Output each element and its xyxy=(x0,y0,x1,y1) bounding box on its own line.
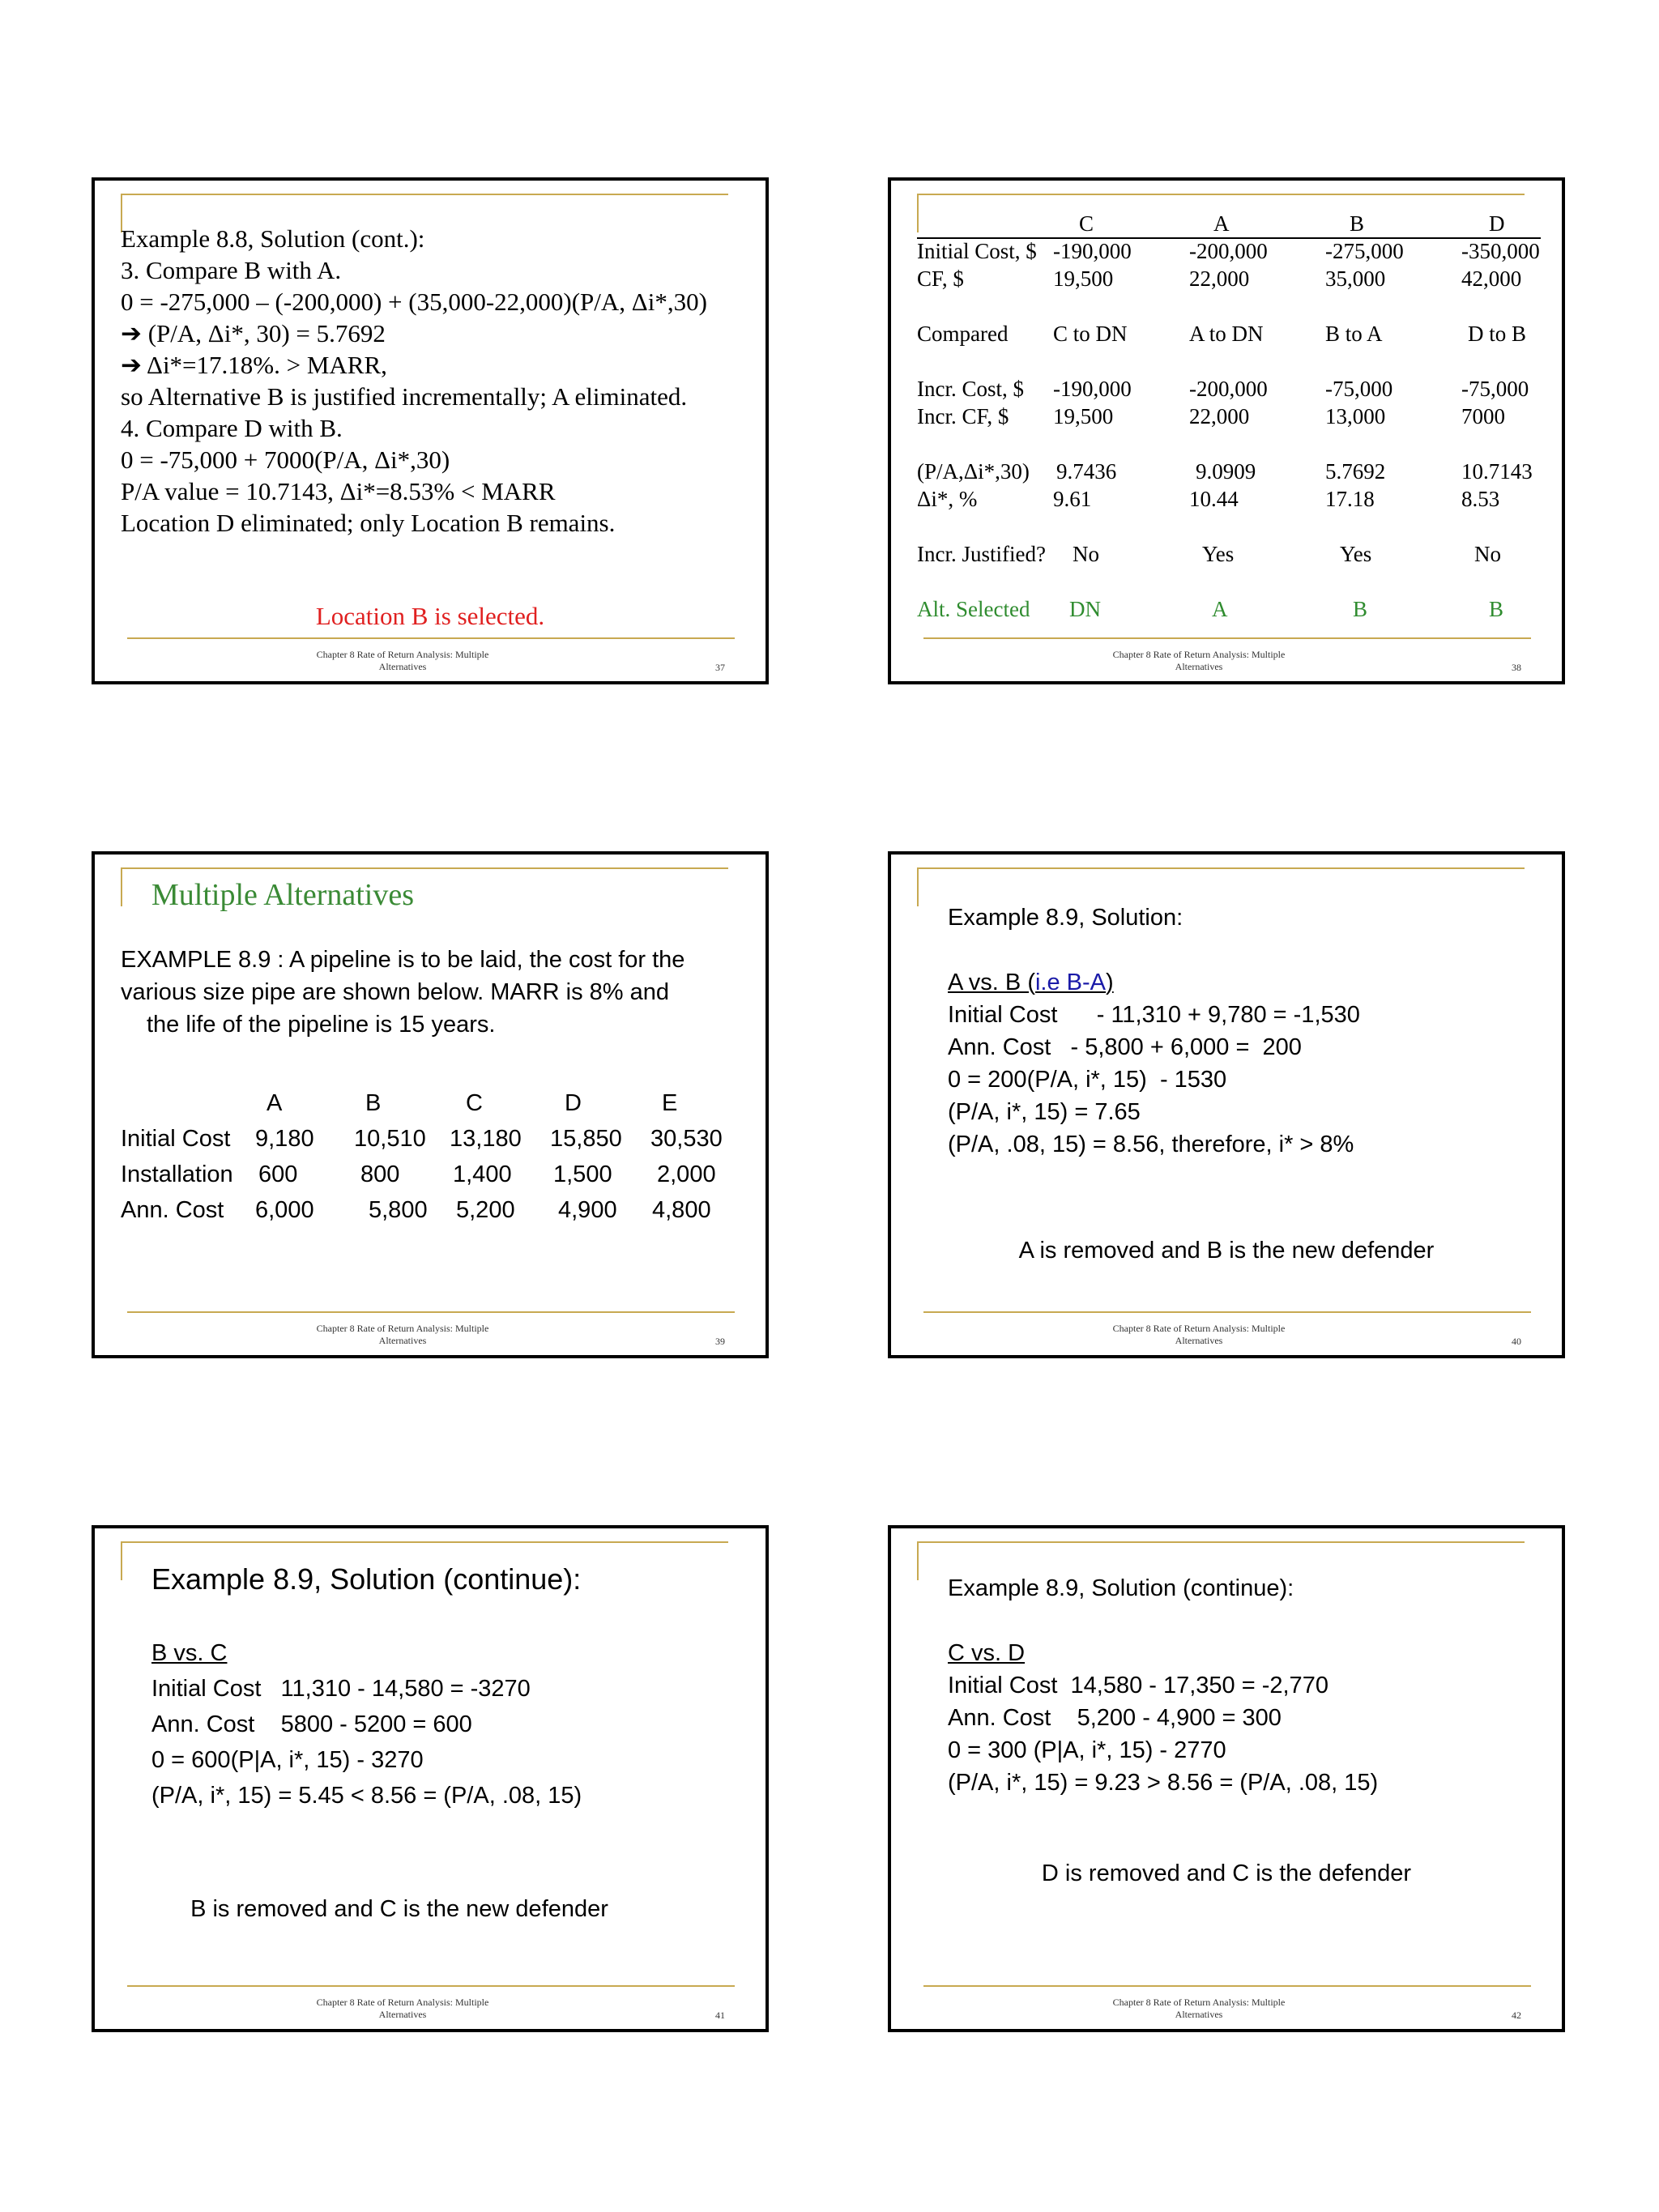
table-header-cell: B xyxy=(365,1090,382,1116)
table-cell: 13,000 xyxy=(1325,404,1386,428)
table-cell: Initial Cost, $ xyxy=(917,239,1037,263)
slide-left-rule xyxy=(917,867,919,906)
table-row xyxy=(917,540,1541,568)
table-cell: 10,510 xyxy=(354,1126,426,1152)
slide-37 xyxy=(92,177,769,684)
slide-41 xyxy=(92,1525,769,2032)
body-line: Initial Cost 14,580 - 17,350 = -2,770 xyxy=(948,1673,1328,1698)
table-cell: 15,850 xyxy=(550,1126,622,1152)
slide-heading: Example 8.9, Solution: xyxy=(948,905,1183,931)
slide-bottom-rule xyxy=(127,1311,735,1313)
slide-39 xyxy=(92,851,769,1358)
table-cell: (P/A,Δi*,30) xyxy=(917,459,1030,484)
table-header-row xyxy=(917,210,1541,237)
slide-top-rule xyxy=(121,1541,728,1543)
table-cell: 6,000 xyxy=(255,1197,314,1223)
table-cell: 4,900 xyxy=(558,1197,617,1223)
body-line: (P/A, i*, 15) = 7.65 xyxy=(948,1099,1141,1125)
comparison-link[interactable]: i.e B-A xyxy=(1034,970,1107,995)
table-header-cell: A xyxy=(1213,211,1230,236)
problem-line: the life of the pipeline is 15 years. xyxy=(147,1012,496,1038)
slide-top-rule xyxy=(917,194,1525,195)
slide-38 xyxy=(888,177,1565,684)
comparison-label-a: A vs. B ( xyxy=(948,970,1035,995)
table-header-cell: E xyxy=(662,1090,678,1116)
problem-line: EXAMPLE 8.9 : A pipeline is to be laid, the cost for the xyxy=(121,947,685,973)
table-header-cell: D xyxy=(565,1090,582,1116)
table-row xyxy=(917,320,1541,347)
slide-left-rule xyxy=(121,867,122,906)
slide-left-rule xyxy=(121,1541,122,1580)
table-spacer-row xyxy=(917,513,1541,540)
body-line: 0 = -275,000 – (-200,000) + (35,000-22,000)(P/A, Δi*,30) xyxy=(121,288,707,316)
comparison-table xyxy=(917,210,1541,623)
table-cell: 42,000 xyxy=(1461,266,1522,291)
body-line: (P/A, i*, 15) = 5.45 < 8.56 = (P/A, .08, 15) xyxy=(151,1783,582,1809)
slide-bottom-rule xyxy=(923,637,1531,639)
body-line: Initial Cost 11,310 - 14,580 = -3270 xyxy=(151,1676,531,1702)
table-row xyxy=(917,265,1541,292)
table-cell: 2,000 xyxy=(657,1161,716,1187)
body-line: so Alternative B is justified incrementally; A eliminated. xyxy=(121,382,688,411)
pipe-cost-table xyxy=(121,1085,736,1228)
slide-heading: Example 8.9, Solution (continue): xyxy=(948,1575,1294,1601)
slide-footer: Chapter 8 Rate of Return Analysis: Multiple Alternatives xyxy=(316,1997,489,2020)
table-cell: 5,800 xyxy=(369,1197,428,1223)
table-cell: Alt. Selected xyxy=(917,597,1030,621)
table-cell: Δi*, % xyxy=(917,487,978,511)
page-number: 40 xyxy=(1512,1336,1521,1347)
table-cell: 7000 xyxy=(1461,404,1505,428)
table-cell: A to DN xyxy=(1189,322,1264,346)
table-row xyxy=(121,1121,736,1157)
table-cell: Yes xyxy=(1202,542,1235,566)
comparison-label: B vs. C xyxy=(151,1640,228,1666)
table-cell: Initial Cost xyxy=(121,1126,231,1152)
slide-footer: Chapter 8 Rate of Return Analysis: Multiple Alternatives xyxy=(316,1323,489,1346)
page-number: 39 xyxy=(715,1336,725,1347)
slide-bottom-rule xyxy=(127,637,735,639)
slide-footer: Chapter 8 Rate of Return Analysis: Multiple Alternatives xyxy=(1112,1323,1286,1346)
table-header-cell: B xyxy=(1350,211,1365,236)
table-cell: 17.18 xyxy=(1325,487,1375,511)
table-cell: 13,180 xyxy=(450,1126,522,1152)
table-cell: No xyxy=(1474,542,1501,566)
slide-title: Multiple Alternatives xyxy=(151,878,415,912)
spacer-line xyxy=(948,934,1360,966)
table-cell: 800 xyxy=(360,1161,400,1187)
table-row xyxy=(917,375,1541,403)
body-line: (P/A, .08, 15) = 8.56, therefore, i* > 8% xyxy=(948,1132,1354,1157)
table-cell: B xyxy=(1489,597,1504,621)
table-cell: Incr. CF, $ xyxy=(917,404,1009,428)
table-cell: 30,530 xyxy=(650,1126,723,1152)
page-number: 41 xyxy=(715,2010,725,2021)
table-cell: 8.53 xyxy=(1461,487,1500,511)
slide-42 xyxy=(888,1525,1565,2032)
body-line: 0 = 200(P/A, i*, 15) - 1530 xyxy=(948,1067,1227,1093)
table-cell: Ann. Cost xyxy=(121,1197,224,1223)
table-spacer-row xyxy=(917,292,1541,320)
table-cell: C to DN xyxy=(1053,322,1128,346)
body-line: 3. Compare B with A. xyxy=(121,256,342,284)
table-cell: 9.0909 xyxy=(1196,459,1256,484)
spacer-line xyxy=(948,1605,1378,1637)
table-cell: -200,000 xyxy=(1189,239,1268,263)
table-spacer-row xyxy=(917,347,1541,375)
slide-title: Example 8.9, Solution (continue): xyxy=(151,1562,582,1596)
table-selected-row xyxy=(917,595,1541,623)
table-cell: 19,500 xyxy=(1053,404,1114,428)
slide-body xyxy=(151,1635,582,1813)
table-cell: B to A xyxy=(1325,322,1383,346)
table-cell: -75,000 xyxy=(1461,377,1529,401)
table-row xyxy=(917,485,1541,513)
table-cell: 5.7692 xyxy=(1325,459,1386,484)
problem-line: various size pipe are shown below. MARR is 8% and xyxy=(121,979,669,1005)
slide-top-rule xyxy=(121,194,728,195)
table-row xyxy=(121,1192,736,1228)
table-cell: Yes xyxy=(1340,542,1372,566)
body-line: 0 = 300 (P|A, i*, 15) - 2770 xyxy=(948,1737,1226,1763)
body-line: Ann. Cost 5800 - 5200 = 600 xyxy=(151,1711,472,1737)
page-number: 37 xyxy=(715,662,725,673)
table-cell: 4,800 xyxy=(652,1197,711,1223)
table-cell: 19,500 xyxy=(1053,266,1114,291)
page-number: 42 xyxy=(1512,2010,1521,2021)
comparison-label: C vs. D xyxy=(948,1640,1026,1666)
body-line: P/A value = 10.7143, Δi*=8.53% < MARR xyxy=(121,477,556,505)
conclusion-text: Location B is selected. xyxy=(315,602,545,630)
problem-statement xyxy=(121,944,736,1041)
table-cell: 9,180 xyxy=(255,1126,314,1152)
table-row xyxy=(917,458,1541,485)
table-cell: -190,000 xyxy=(1053,239,1132,263)
slide-footer: Chapter 8 Rate of Return Analysis: Multiple Alternatives xyxy=(1112,649,1286,672)
table-cell: 9.7436 xyxy=(1056,459,1117,484)
table-cell: Incr. Cost, $ xyxy=(917,377,1024,401)
slide-top-rule xyxy=(917,1541,1525,1543)
table-cell: CF, $ xyxy=(917,266,964,291)
table-cell: 22,000 xyxy=(1189,266,1250,291)
table-spacer-row xyxy=(917,568,1541,595)
table-cell: 10.44 xyxy=(1189,487,1239,511)
slide-footer: Chapter 8 Rate of Return Analysis: Multiple Alternatives xyxy=(1112,1997,1286,2020)
slide-bottom-rule xyxy=(923,1311,1531,1313)
body-line: 0 = -75,000 + 7000(P/A, Δi*,30) xyxy=(121,445,450,474)
slide-body xyxy=(948,1572,1378,1799)
table-cell: 22,000 xyxy=(1189,404,1250,428)
conclusion-text: A is removed and B is the new defender xyxy=(1018,1238,1435,1264)
table-spacer-row xyxy=(917,430,1541,458)
table-header-cell: D xyxy=(1489,211,1505,236)
slide-footer: Chapter 8 Rate of Return Analysis: Multiple Alternatives xyxy=(316,649,489,672)
table-row xyxy=(917,403,1541,430)
table-header-row xyxy=(121,1085,736,1121)
page-number: 38 xyxy=(1512,662,1521,673)
table-cell: 9.61 xyxy=(1053,487,1092,511)
slide-40 xyxy=(888,851,1565,1358)
comparison-label xyxy=(948,966,1360,999)
body-line: ➔ Δi*=17.18%. > MARR, xyxy=(121,351,387,379)
table-cell: 1,500 xyxy=(553,1161,612,1187)
body-line: ➔ (P/A, Δi*, 30) = 5.7692 xyxy=(121,319,386,347)
table-cell: 1,400 xyxy=(453,1161,512,1187)
table-cell: DN xyxy=(1069,597,1101,621)
table-cell: 5,200 xyxy=(456,1197,515,1223)
table-cell: 600 xyxy=(258,1161,298,1187)
table-cell: D to B xyxy=(1468,322,1527,346)
table-cell: Incr. Justified? xyxy=(917,542,1046,566)
table-cell: Compared xyxy=(917,322,1009,346)
table-header-cell: A xyxy=(267,1090,283,1116)
slide-top-rule xyxy=(121,867,728,869)
comparison-label-b: ) xyxy=(1106,970,1114,995)
table-cell: No xyxy=(1073,542,1099,566)
table-cell: -200,000 xyxy=(1189,377,1268,401)
table-cell: B xyxy=(1353,597,1368,621)
body-line: Ann. Cost 5,200 - 4,900 = 300 xyxy=(948,1705,1282,1731)
body-line: Location D eliminated; only Location B remains. xyxy=(121,509,616,537)
table-cell: Installation xyxy=(121,1161,233,1187)
table-cell: 35,000 xyxy=(1325,266,1386,291)
table-cell: -190,000 xyxy=(1053,377,1132,401)
slide-body xyxy=(948,901,1360,1161)
table-header-cell: C xyxy=(1079,211,1094,236)
table-row xyxy=(121,1157,736,1192)
body-line: 0 = 600(P|A, i*, 15) - 3270 xyxy=(151,1747,424,1773)
table-header-cell: C xyxy=(466,1090,483,1116)
body-line: Example 8.8, Solution (cont.): xyxy=(121,224,425,253)
table-cell: -275,000 xyxy=(1325,239,1404,263)
body-line: Initial Cost - 11,310 + 9,780 = -1,530 xyxy=(948,1002,1360,1028)
conclusion-text: D is removed and C is the defender xyxy=(1041,1860,1412,1886)
slide-left-rule xyxy=(917,1541,919,1580)
slide-top-rule xyxy=(917,867,1525,869)
slide-body xyxy=(121,223,707,539)
table-cell: -350,000 xyxy=(1461,239,1540,263)
body-line: Ann. Cost - 5,800 + 6,000 = 200 xyxy=(948,1034,1302,1060)
slide-bottom-rule xyxy=(127,1985,735,1987)
slide-bottom-rule xyxy=(923,1985,1531,1987)
table-cell: -75,000 xyxy=(1325,377,1393,401)
conclusion-text: B is removed and C is the new defender xyxy=(190,1896,608,1922)
body-line: (P/A, i*, 15) = 9.23 > 8.56 = (P/A, .08, 15) xyxy=(948,1770,1379,1796)
table-cell: A xyxy=(1212,597,1228,621)
table-row xyxy=(917,237,1541,265)
body-line: 4. Compare D with B. xyxy=(121,414,343,442)
table-cell: 10.7143 xyxy=(1461,459,1533,484)
